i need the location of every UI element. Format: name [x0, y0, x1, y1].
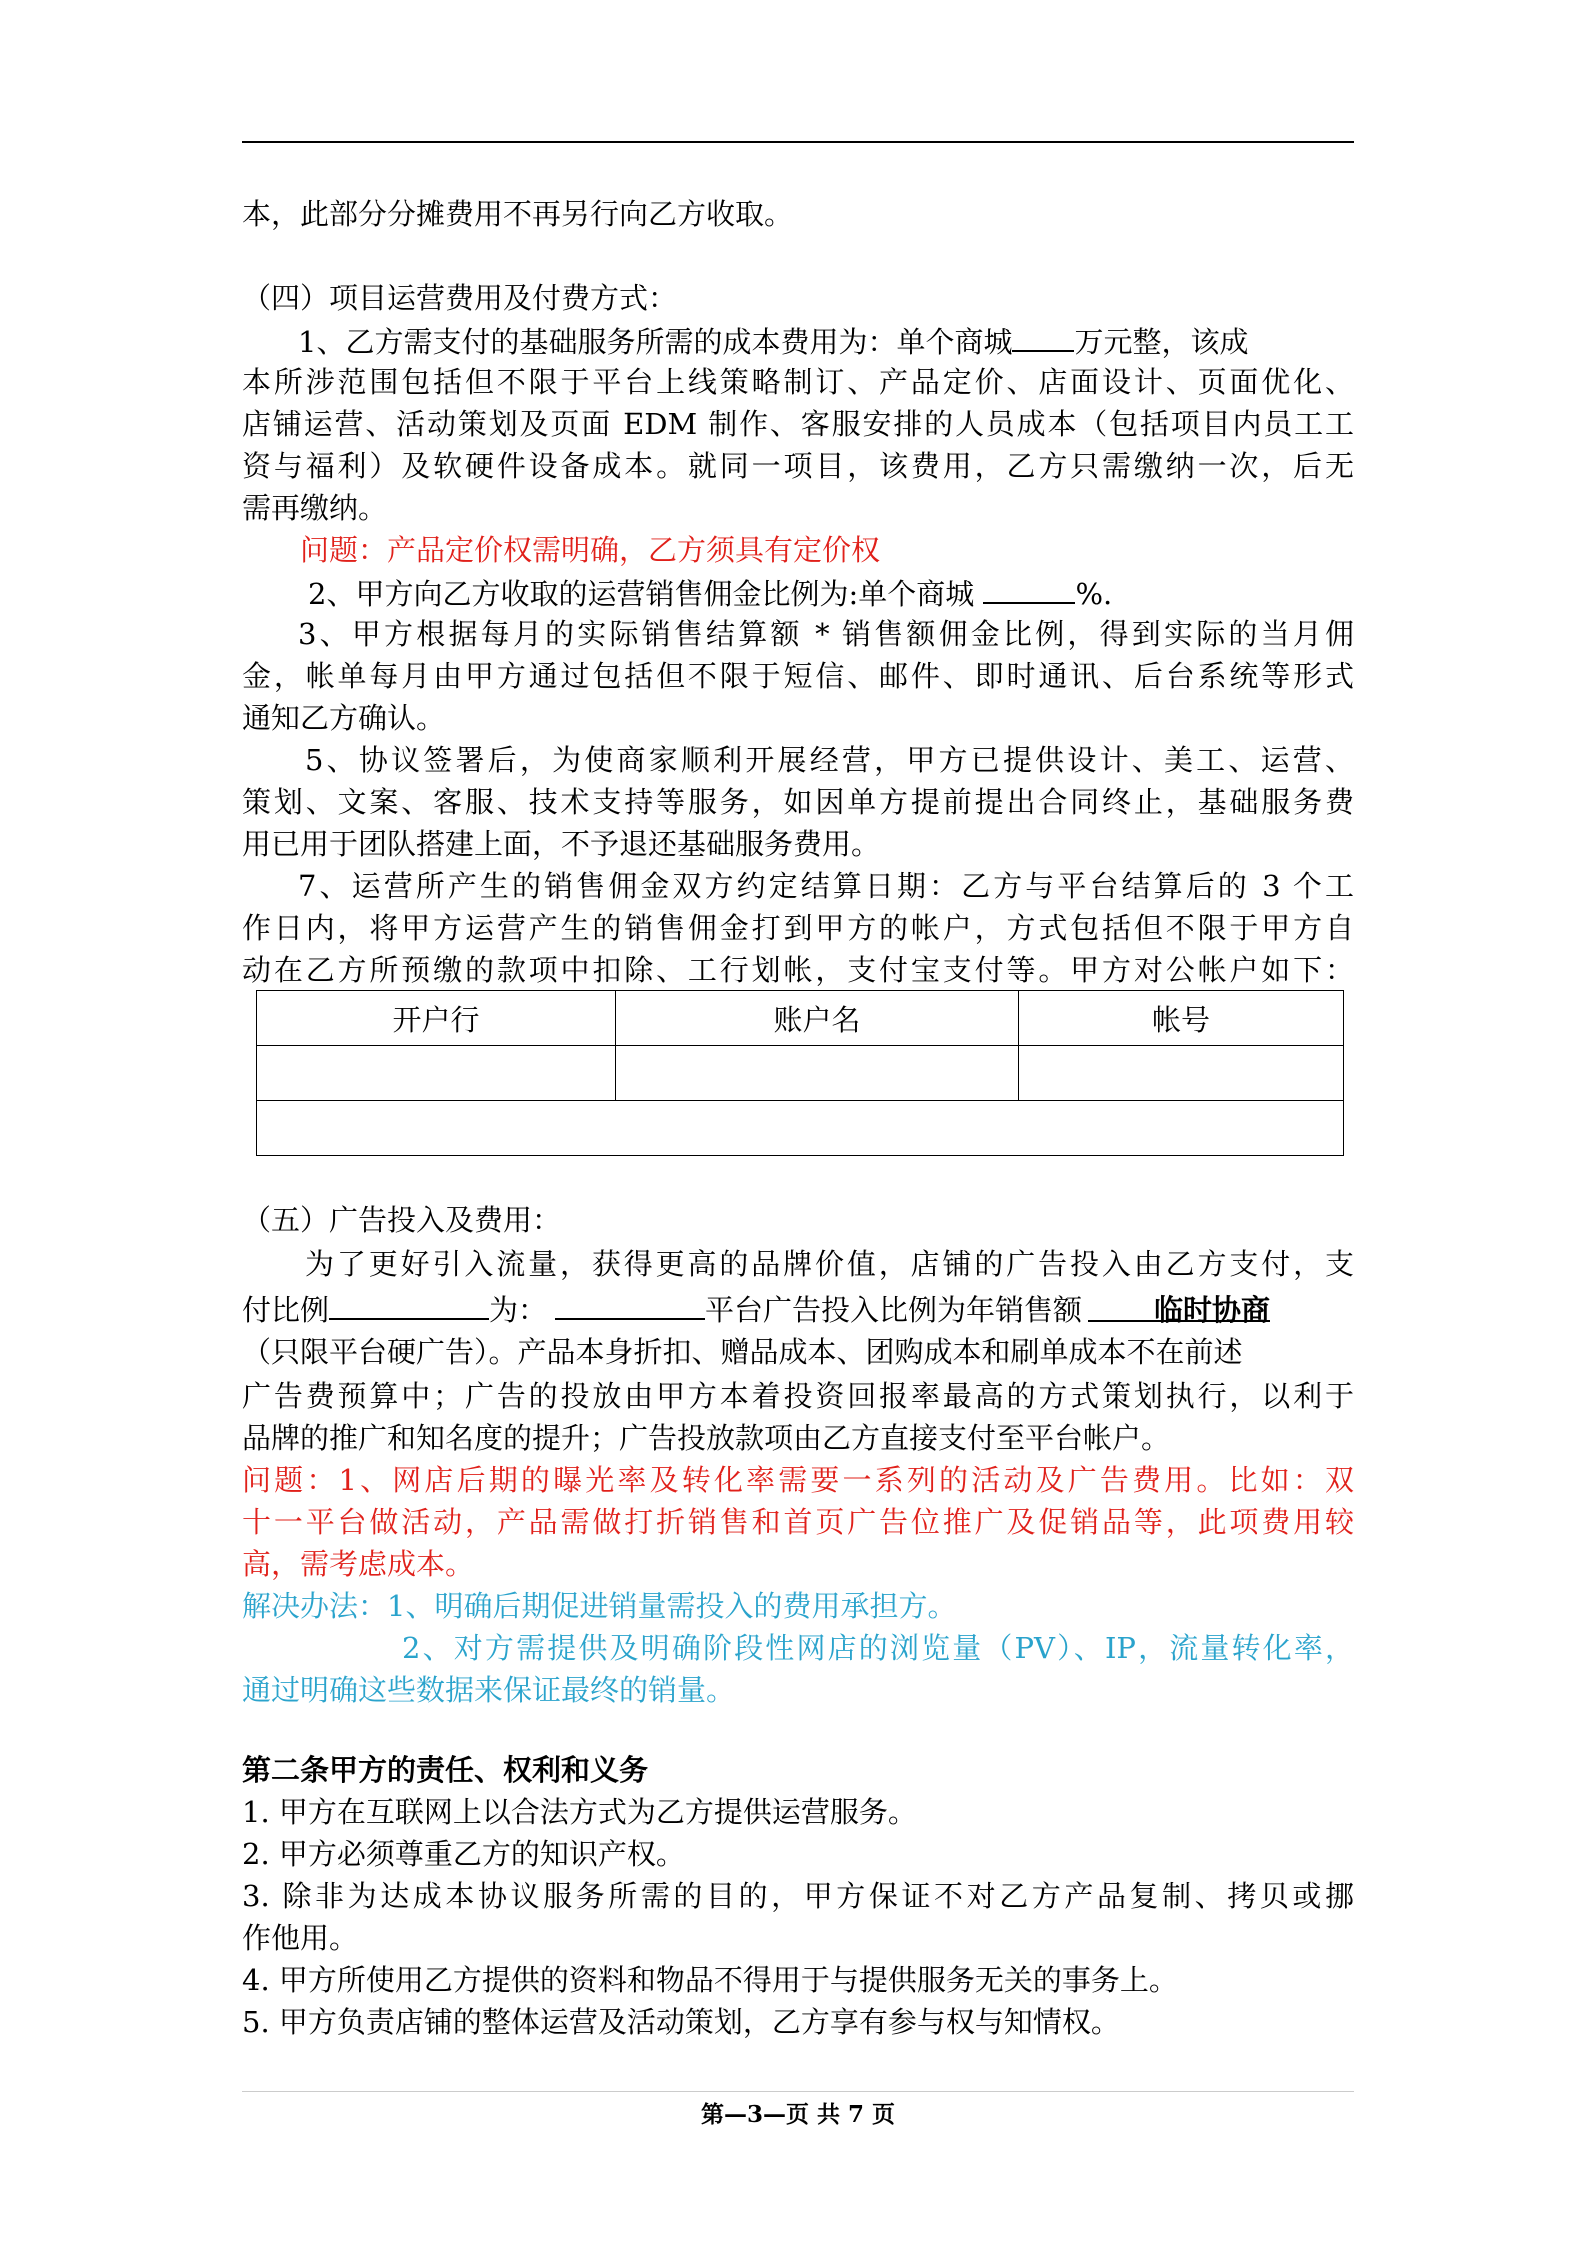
list-item: 5. 甲方负责店铺的整体运营及活动策划，乙方享有参与权与知情权。 [242, 2005, 1120, 2039]
paragraph-line: 3、甲方根据每月的实际销售结算额 * 销售额佣金比例，得到实际的当月佣 [298, 617, 1354, 651]
paragraph-line: 资与福利）及软硬件设备成本。就同一项目，该费用，乙方只需缴纳一次，后无 [242, 449, 1354, 483]
paragraph-line: 品牌的推广和知名度的提升；广告投放款项由乙方直接支付至平台帐户。 [242, 1421, 1171, 1455]
paragraph-line: 本所涉范围包括但不限于平台上线策略制订、产品定价、店面设计、页面优化、 [242, 365, 1354, 399]
table-cell [257, 1101, 1344, 1156]
paragraph-line: 策划、文案、客服、技术支持等服务，如因单方提前提出合同终止，基础服务费 [242, 785, 1354, 819]
paragraph-line: （只限平台硬广告）。产品本身折扣、赠品成本、团购成本和刷单成本不在前述 [242, 1335, 1243, 1369]
paragraph-line: 作日内，将甲方运营产生的销售佣金打到甲方的帐户，方式包括但不限于甲方自 [242, 911, 1354, 945]
page-number: 第—3—页 共 7 页 [700, 2101, 896, 2128]
solution-note: 通过明确这些数据来保证最终的销量。 [242, 1673, 736, 1707]
table-cell [257, 1046, 616, 1101]
table-header-account-name: 账户名 [616, 991, 1019, 1046]
list-item: 作他用。 [242, 1921, 359, 1955]
blank-underline [1012, 320, 1074, 352]
solution-note: 2、对方需提供及明确阶段性网店的浏览量（PV）、IP，流量转化率， [402, 1631, 1354, 1665]
paragraph-line: 金，帐单每月由甲方通过包括但不限于短信、邮件、即时通讯、后台系统等形式 [242, 659, 1354, 693]
paragraph-line: 广告费预算中；广告的投放由甲方本着投资回报率最高的方式策划执行，以利于 [242, 1379, 1354, 1413]
issue-note: 十一平台做活动，产品需做打折销售和首页广告位推广及促销品等，此项费用较 [242, 1505, 1354, 1539]
blank-underline [983, 572, 1075, 604]
paragraph-line: 2、甲方向乙方收取的运营销售佣金比例为:单个商城 %. [308, 572, 1112, 612]
list-item: 3. 除非为达成本协议服务所需的目的，甲方保证不对乙方产品复制、拷贝或挪 [242, 1879, 1354, 1913]
paragraph-line: 5、协议签署后，为使商家顺利开展经营，甲方已提供设计、美工、运营、 [305, 743, 1354, 777]
bank-account-table [256, 990, 1344, 1156]
list-item: 4. 甲方所使用乙方提供的资料和物品不得用于与提供服务无关的事务上。 [242, 1963, 1178, 1997]
table-row [257, 1101, 1344, 1156]
header-rule [242, 141, 1354, 143]
paragraph-line: 通知乙方确认。 [242, 701, 446, 735]
section-heading-4: （四）项目运营费用及付费方式： [242, 281, 678, 315]
table-header-account-number: 帐号 [1019, 991, 1344, 1046]
table-cell [1019, 1046, 1344, 1101]
table-header-bank: 开户行 [257, 991, 616, 1046]
paragraph-line: 店铺运营、活动策划及页面 EDM 制作、客服安排的人员成本（包括项目内员工工 [242, 407, 1354, 441]
paragraph-line: 1、乙方需支付的基础服务所需的成本费用为：单个商城 万元整，该成 [298, 320, 1248, 360]
paragraph-line: 付比例 为： 平台广告投入比例为年销售额 临时协商 [242, 1288, 1270, 1328]
issue-note: 高，需考虑成本。 [242, 1547, 475, 1581]
paragraph-line: 需再缴纳。 [242, 491, 388, 525]
table-cell [616, 1046, 1019, 1101]
paragraph-line: 用已用于团队搭建上面，不予退还基础服务费用。 [242, 827, 881, 861]
issue-note: 问题：1、网店后期的曝光率及转化率需要一系列的活动及广告费用。比如：双 [242, 1463, 1354, 1497]
article-heading: 第二条甲方的责任、权利和义务 [242, 1753, 649, 1787]
paragraph-line: 动在乙方所预缴的款项中扣除、工行划帐，支付宝支付等。甲方对公帐户如下： [242, 953, 1354, 987]
blank-underline [329, 1288, 489, 1320]
blank-underline [555, 1288, 705, 1320]
issue-note: 问题：产品定价权需明确，乙方须具有定价权 [300, 533, 881, 567]
table-row [257, 1046, 1344, 1101]
footer-rule [242, 2091, 1354, 2092]
section-heading-5: （五）广告投入及费用： [242, 1203, 562, 1237]
list-item: 1. 甲方在互联网上以合法方式为乙方提供运营服务。 [242, 1795, 917, 1829]
solution-note: 解决办法：1、明确后期促进销量需投入的费用承担方。 [242, 1589, 957, 1623]
list-item: 2. 甲方必须尊重乙方的知识产权。 [242, 1837, 685, 1871]
paragraph-line: 本，此部分分摊费用不再另行向乙方收取。 [242, 197, 794, 231]
paragraph-line: 7、运营所产生的销售佣金双方约定结算日期：乙方与平台结算后的 3 个工 [298, 869, 1354, 903]
paragraph-line: 为了更好引入流量，获得更高的品牌价值，店铺的广告投入由乙方支付，支 [305, 1247, 1354, 1281]
table-row [257, 991, 1344, 1046]
negotiated-ratio: 临时协商 [1088, 1290, 1270, 1322]
